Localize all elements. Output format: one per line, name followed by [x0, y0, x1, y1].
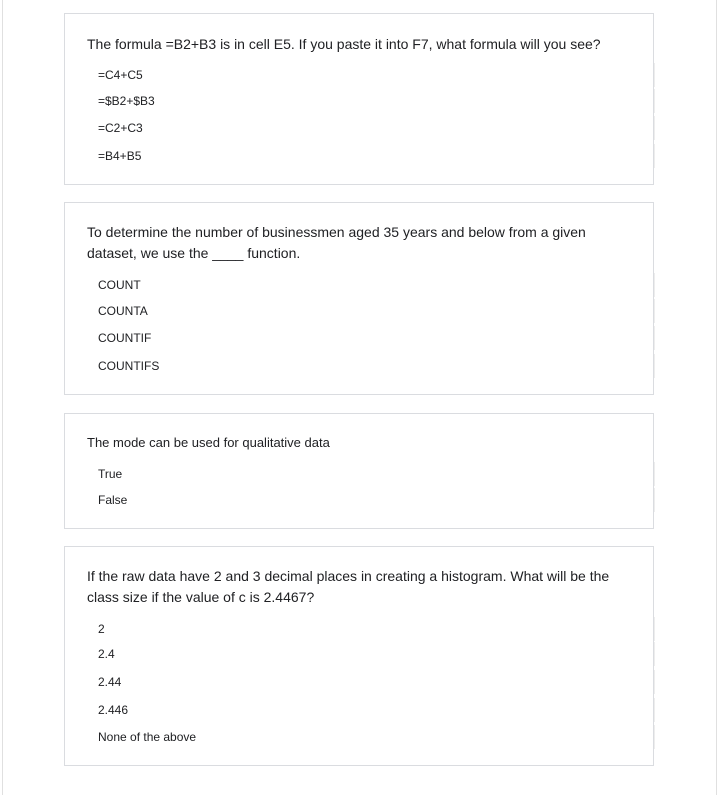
answer-option[interactable]: 2.44	[87, 670, 655, 694]
answer-option[interactable]: COUNTIF	[87, 326, 655, 350]
question-text: If the raw data have 2 and 3 decimal places in creating a histogram. What will be the class size if the value of c is 2.4467?	[87, 568, 610, 605]
page-right-border	[716, 0, 717, 795]
question-card	[64, 202, 654, 395]
question-card	[64, 413, 654, 529]
answer-option[interactable]: None of the above	[87, 725, 655, 749]
answer-option[interactable]: True	[87, 462, 655, 486]
question-text: The mode can be used for qualitative data	[87, 435, 330, 450]
page-left-border	[2, 0, 3, 795]
question-text: To determine the number of businessmen aged 35 years and below from a given dataset, we use the ____ function.	[87, 224, 586, 261]
question-text: The formula =B2+B3 is in cell E5. If you paste it into F7, what formula will you see?	[87, 36, 601, 52]
answer-option[interactable]: =C2+C3	[87, 116, 655, 140]
answer-option[interactable]: 2	[87, 617, 655, 641]
question-card	[64, 13, 654, 185]
answer-option[interactable]: COUNTA	[87, 299, 655, 323]
answer-option[interactable]: =$B2+$B3	[87, 89, 655, 113]
answer-option[interactable]: 2.446	[87, 698, 655, 722]
answer-option[interactable]: 2.4	[87, 642, 655, 666]
answer-option[interactable]: COUNT	[87, 273, 655, 297]
answer-option[interactable]: False	[87, 488, 655, 512]
question-card	[64, 546, 654, 766]
answer-option[interactable]: =B4+B5	[87, 144, 655, 168]
answer-option[interactable]: =C4+C5	[87, 63, 655, 87]
answer-option[interactable]: COUNTIFS	[87, 354, 655, 378]
